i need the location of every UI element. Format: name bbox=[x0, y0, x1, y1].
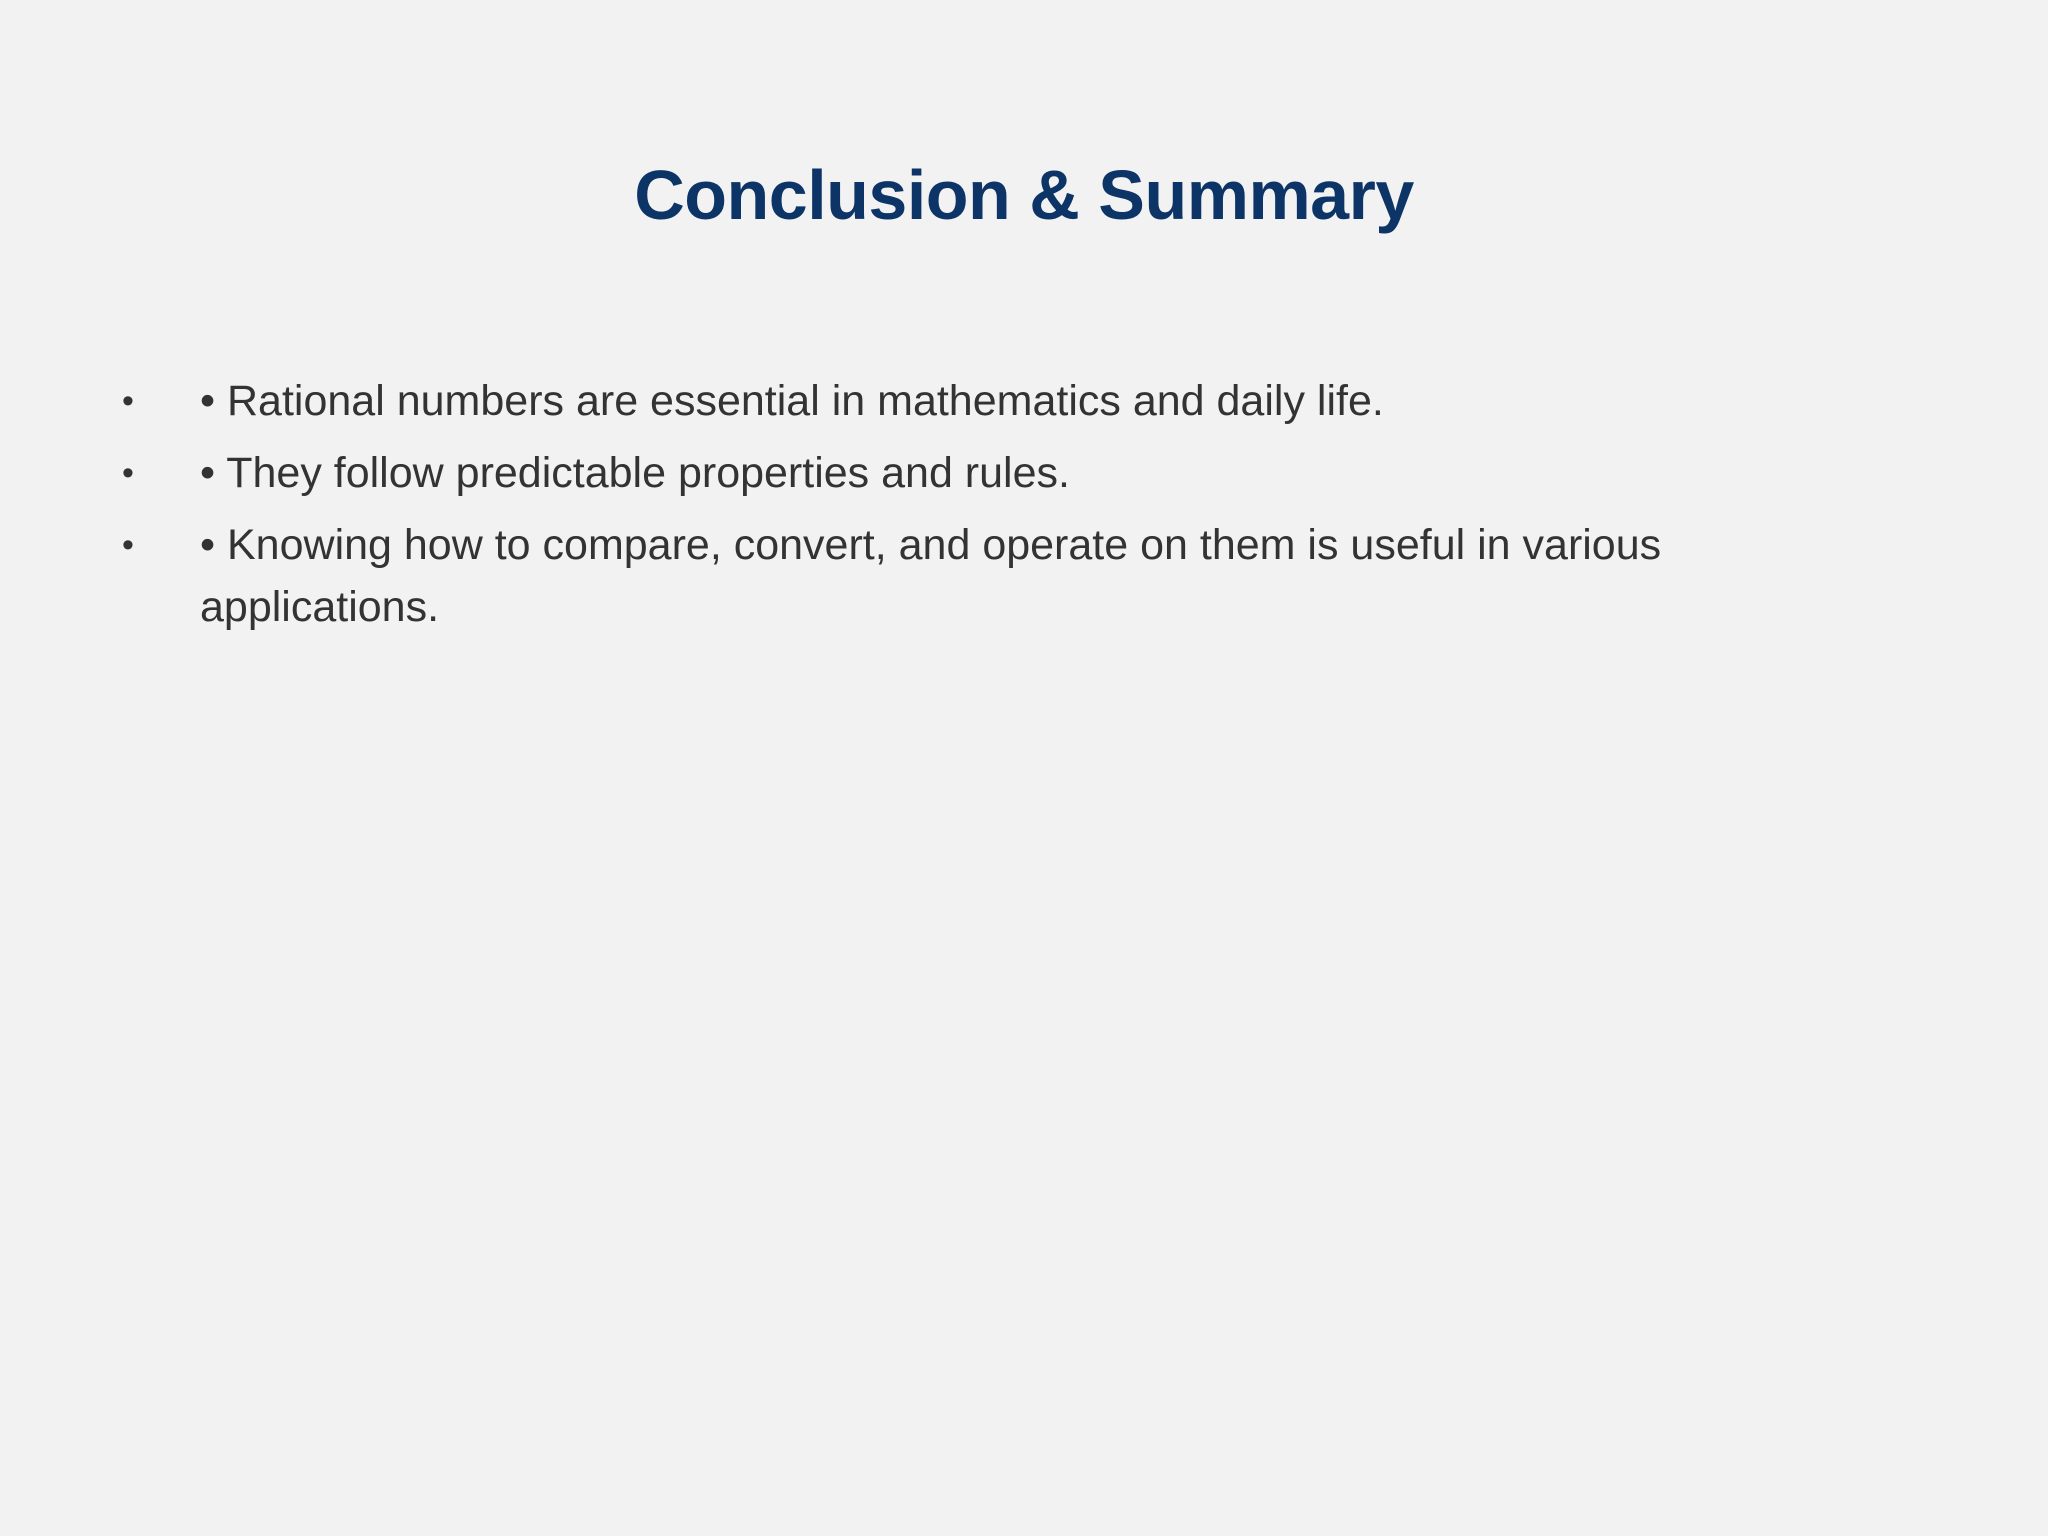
bullet-icon: • bbox=[122, 526, 134, 564]
list-item bbox=[0, 370, 2048, 432]
list-item bbox=[0, 514, 2048, 638]
bullet-icon: • bbox=[122, 454, 134, 492]
bullet-text: • Rational numbers are essential in mathematics and daily life. bbox=[200, 377, 1384, 425]
bullet-text: • They follow predictable properties and rules. bbox=[200, 449, 1070, 497]
bullet-icon: • bbox=[122, 382, 134, 420]
list-item bbox=[0, 442, 2048, 504]
slide-title: Conclusion & Summary bbox=[634, 156, 1414, 234]
bullet-list bbox=[0, 370, 2048, 648]
bullet-text: • Knowing how to compare, convert, and operate on them is useful in various applications. bbox=[200, 521, 1662, 631]
